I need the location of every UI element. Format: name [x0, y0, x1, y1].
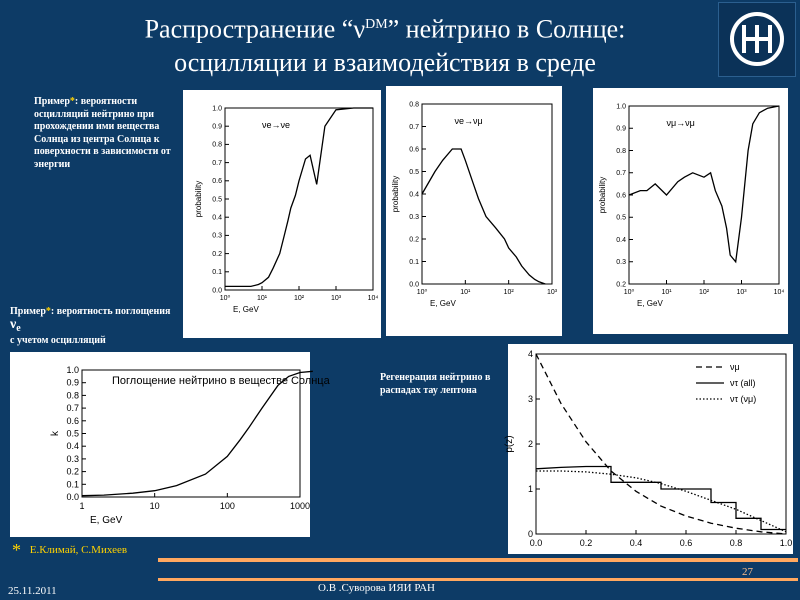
y-tick-label: 0.6	[66, 415, 79, 426]
chart-annotation: νμ→νμ	[666, 118, 695, 128]
x-tick-label: 1	[79, 501, 85, 511]
y-tick-label: 0.4	[616, 236, 626, 244]
chart-mumu-panel	[593, 88, 788, 334]
y-tick-label: 0.5	[66, 428, 79, 439]
plot-frame	[225, 108, 373, 290]
chart-annotation: Поглощение нейтрино в веществе Солнца	[112, 375, 330, 387]
y-tick-label: 0.7	[66, 403, 79, 414]
chart-emu	[386, 86, 562, 336]
x-tick-label: 0.0	[529, 538, 543, 548]
chart-regen	[504, 344, 793, 554]
x-tick-label: 10¹	[661, 289, 672, 296]
chart-ee	[183, 90, 381, 338]
x-tick-label: 10²	[503, 289, 514, 296]
y-tick-label: 0.4	[409, 191, 419, 199]
plot-frame	[82, 370, 300, 497]
x-axis-label: E, GeV	[637, 299, 663, 308]
x-tick-label: 10²	[293, 295, 305, 302]
y-tick-label: 2	[527, 439, 533, 449]
series-line-0	[225, 108, 373, 286]
x-axis-label: E, GeV	[90, 515, 123, 526]
x-tick-label: 10¹	[460, 289, 471, 296]
y-tick-label: 0.3	[212, 232, 222, 240]
footer-line-top	[158, 558, 798, 562]
chart-ee-panel	[183, 90, 381, 338]
y-tick-label: 0.3	[616, 259, 626, 267]
y-tick-label: 0.2	[212, 250, 222, 258]
y-tick-label: 0.3	[409, 213, 419, 221]
y-tick-label: 0.2	[616, 281, 626, 289]
y-tick-label: 0.9	[66, 377, 79, 388]
x-tick-label: 100	[219, 501, 235, 511]
y-tick-label: 0.7	[409, 123, 419, 131]
legend-label: νμ	[730, 362, 740, 372]
inr-logo-icon	[719, 3, 795, 76]
x-tick-label: 10¹	[256, 295, 268, 302]
y-tick-label: 1.0	[212, 105, 222, 113]
y-tick-label: 0.9	[212, 123, 222, 131]
chart-mumu	[593, 88, 788, 334]
y-tick-label: 0.5	[212, 196, 222, 204]
y-axis-label: probability	[194, 180, 203, 218]
y-axis-label: probability	[598, 176, 607, 214]
example1-note: Пример*: вероятности осцилляций нейтрино при прохождении ими вещества Солнца из центра Солнца к поверхности в зависимости от энергии	[34, 96, 171, 170]
plot-frame	[422, 104, 552, 284]
y-tick-label: 0.2	[409, 236, 419, 244]
y-tick-label: 0.0	[66, 492, 79, 502]
y-tick-label: 0.8	[409, 101, 419, 109]
y-tick-label: 4	[527, 349, 533, 359]
x-tick-label: 1000	[289, 501, 311, 511]
chart-emu-panel	[386, 86, 562, 336]
x-tick-label: 10³	[330, 295, 342, 302]
y-tick-label: 0.8	[616, 147, 626, 155]
y-tick-label: 0.6	[616, 192, 626, 200]
chart-absorption	[10, 352, 330, 537]
series-line-0	[422, 149, 545, 284]
x-tick-label: 10⁰	[416, 289, 428, 296]
x-tick-label: 0.8	[729, 538, 743, 548]
page-number: 27	[742, 566, 753, 578]
y-tick-label: 0.4	[66, 441, 79, 452]
regen-note: Регенерация нейтрино в распадах тау лептона	[380, 372, 491, 396]
y-tick-label: 0.5	[409, 168, 419, 176]
y-tick-label: 0.1	[212, 269, 222, 277]
chart-annotation: νe→νμ	[454, 116, 483, 126]
series-line-2	[536, 471, 786, 532]
y-tick-label: 0.9	[616, 125, 626, 133]
legend-label: ντ (νμ)	[730, 394, 757, 404]
x-tick-label: 10³	[546, 289, 558, 296]
series-line-0	[82, 371, 313, 495]
x-tick-label: 10⁴	[773, 289, 785, 296]
y-tick-label: 0.8	[212, 141, 222, 149]
chart-absorption-panel	[10, 352, 330, 537]
y-tick-label: 0.6	[212, 178, 222, 186]
y-tick-label: 1	[527, 484, 533, 494]
y-tick-label: 0.1	[409, 258, 419, 266]
y-tick-label: 1.0	[616, 103, 626, 111]
y-tick-label: 0.2	[66, 466, 79, 477]
y-tick-label: 0.6	[409, 146, 419, 154]
x-tick-label: 10⁰	[623, 289, 635, 296]
y-tick-label: 0.7	[212, 159, 222, 167]
y-tick-label: 0.5	[616, 214, 626, 222]
x-tick-label: 10	[149, 501, 160, 511]
footer-line-bottom	[158, 578, 798, 581]
y-tick-label: 0.7	[616, 170, 626, 178]
title-line-1: Распространение “$\nu^{DM}$” нейтрино в Солнце:	[144, 14, 626, 44]
y-axis-label: probability	[391, 175, 400, 213]
y-tick-label: 0.0	[409, 281, 419, 289]
y-axis-label: k	[50, 431, 61, 436]
y-tick-label: 0.3	[66, 453, 79, 464]
footer-date: 25.11.2011	[8, 585, 57, 597]
plot-frame	[629, 106, 779, 284]
x-tick-label: 0.4	[629, 538, 643, 548]
y-tick-label: 0.4	[212, 214, 222, 222]
x-tick-label: 10⁰	[219, 295, 231, 302]
footer-author: О.В .Суворова ИЯИ РАН	[318, 582, 435, 594]
series-line-0	[629, 106, 779, 262]
y-tick-label: 0.0	[212, 287, 222, 295]
y-tick-label: 0	[527, 529, 533, 539]
x-tick-label: 1.0	[779, 538, 793, 548]
x-tick-label: 0.2	[579, 538, 593, 548]
y-tick-label: 3	[527, 394, 533, 404]
authors-credit: * Е.Климай, С.Михеев	[12, 540, 128, 560]
x-tick-label: 10³	[736, 289, 747, 296]
slide-title	[60, 8, 710, 79]
legend-label: ντ (all)	[730, 378, 756, 388]
x-axis-label: E, GeV	[430, 299, 456, 308]
x-tick-label: 0.6	[679, 538, 693, 548]
example2-note: Пример*: вероятность поглощения $\nu_e$ с учетом осцилляций	[10, 306, 171, 346]
y-tick-label: 0.1	[66, 479, 79, 490]
chart-annotation: νe→νe	[262, 120, 291, 130]
x-tick-label: 10⁴	[367, 295, 379, 302]
y-tick-label: 1.0	[66, 365, 79, 375]
x-tick-label: 10²	[698, 289, 710, 296]
title-line-2: осцилляции и взаимодействия в среде	[174, 47, 596, 77]
y-tick-label: 0.8	[66, 390, 79, 401]
x-axis-label: E, GeV	[233, 305, 259, 314]
institute-logo	[718, 2, 796, 77]
series-line-1	[536, 467, 786, 530]
chart-regen-panel	[504, 344, 793, 554]
y-axis-label: p(z)	[504, 435, 515, 453]
